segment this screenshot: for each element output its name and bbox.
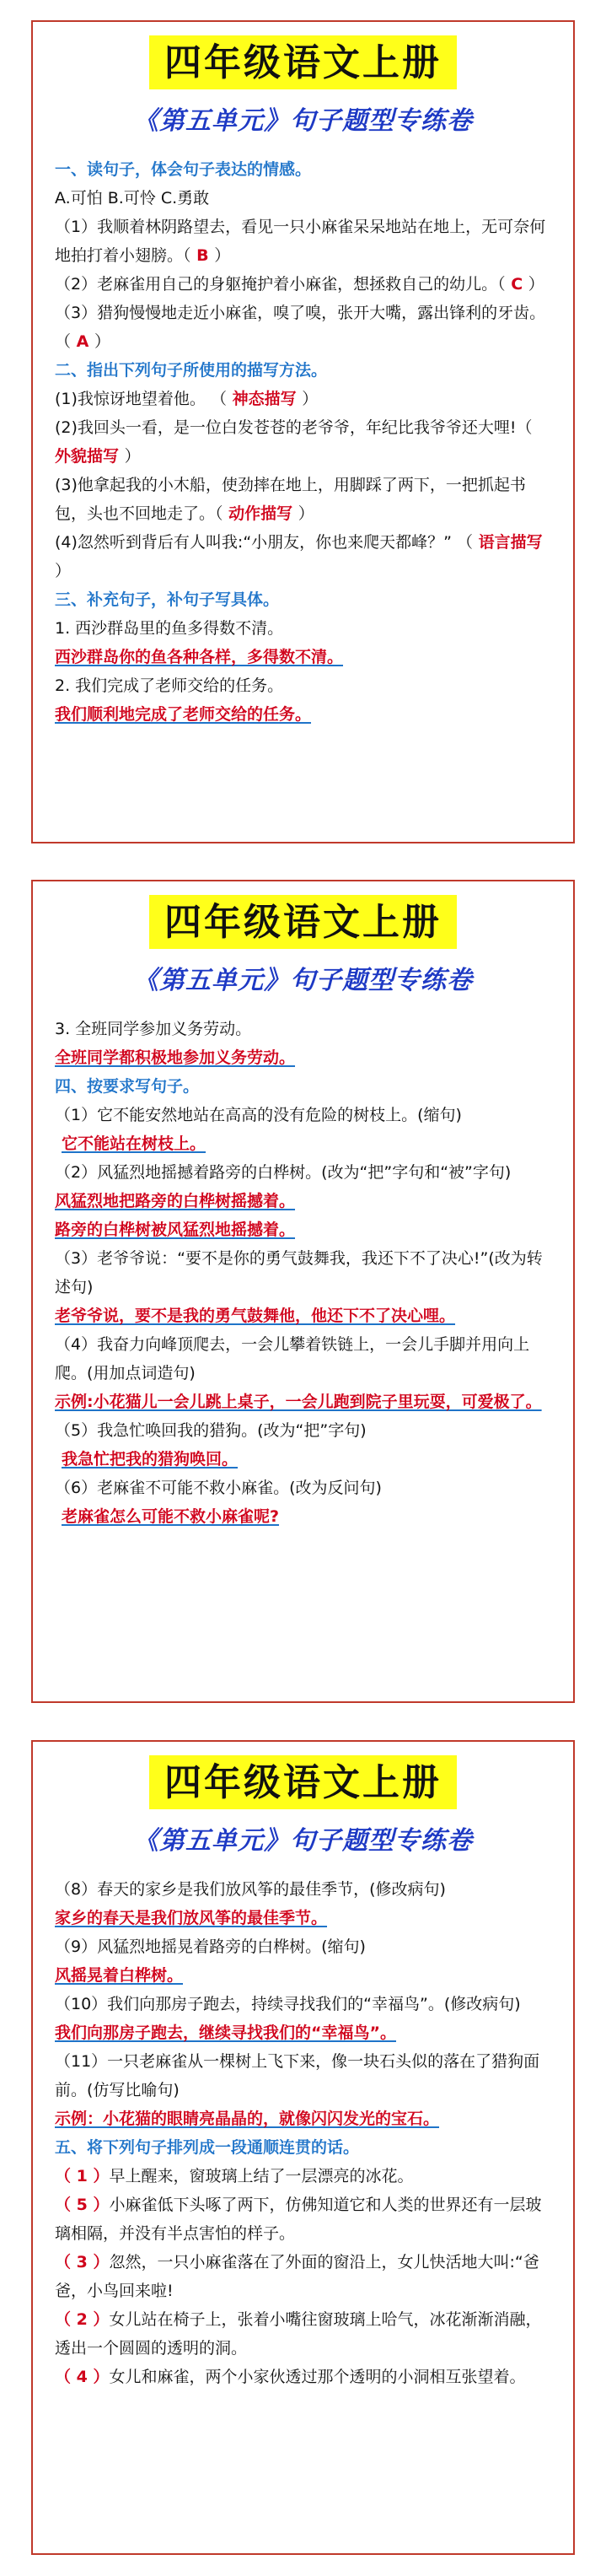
order-item <box>55 2305 551 2363</box>
answer-4-6: 老麻雀怎么可能不救小麻雀呢? <box>62 1507 280 1526</box>
question-text: （3）猎狗慢慢地走近小麻雀，嗅了嗅，张开大嘴，露出锋利的牙齿。（ <box>55 304 546 351</box>
answer-text: 语言描写 <box>473 533 543 552</box>
question-text: (4)忽然听到背后有人叫我:“小朋友，你也来爬天都峰？” （ <box>55 533 474 552</box>
question-3-2: 2. 我们完成了老师交给的任务。 <box>55 676 284 695</box>
answer-3-3: 全班同学都积极地参加义务劳动。 <box>55 1048 296 1067</box>
question-text-end: ） <box>214 246 231 265</box>
page-header <box>55 35 551 137</box>
page-subtitle: 《第五单元》句子题型专练卷 <box>133 966 473 995</box>
question-text: (1)我惊讶地望着他。 （ <box>55 390 227 408</box>
question-1-1 <box>55 213 551 270</box>
question-3-1: 1. 西沙群岛里的鱼多得数不清。 <box>55 619 284 638</box>
section-heading-1: 一、读句子，体会句子表达的情感。 <box>55 160 312 179</box>
question-text-end: ） <box>94 332 110 351</box>
order-number: （ 3 ） <box>55 2253 110 2272</box>
worksheet-page-3 <box>31 1740 575 2555</box>
answer-text: 动作描写 <box>223 504 298 523</box>
section-heading-2: 二、指出下列句子所使用的描写方法。 <box>55 361 328 380</box>
question-2-1 <box>55 385 551 413</box>
answer-text: 外貌描写 <box>55 447 125 466</box>
question-4-10: （10）我们向那房子跑去，持续寻找我们的“幸福鸟”。(修改病句) <box>55 1995 521 2013</box>
answer-text: 神态描写 <box>226 390 303 408</box>
answer-4-3: 老爷爷说，要不是我的勇气鼓舞他，他还下不了决心哩。 <box>55 1307 456 1325</box>
answer-3-2: 我们顺利地完成了老师交给的任务。 <box>55 705 312 724</box>
question-4-11: （11）一只老麻雀从一棵树上飞下来，像一块石头似的落在了猎狗面前。(仿写比喻句) <box>55 2052 540 2099</box>
question-4-1: （1）它不能安然地站在高高的没有危险的树枝上。(缩句) <box>55 1106 462 1124</box>
title-highlight <box>149 1755 457 1809</box>
question-text-end: ） <box>528 275 544 294</box>
worksheet-page-1 <box>31 20 575 843</box>
answer-4-2b: 路旁的白桦树被风猛烈地摇撼着。 <box>55 1221 296 1239</box>
page-title: 四年级语文上册 <box>164 1761 442 1804</box>
order-number: （ 5 ） <box>55 2196 110 2214</box>
answer-4-11: 示例：小花猫的眼睛亮晶晶的，就像闪闪发光的宝石。 <box>55 2110 440 2128</box>
page-subtitle: 《第五单元》句子题型专练卷 <box>133 106 473 136</box>
section-heading-5: 五、将下列句子排列成一段通顺连贯的话。 <box>55 2138 360 2157</box>
page-title: 四年级语文上册 <box>164 901 442 944</box>
answer-4-2a: 风猛烈地把路旁的白桦树摇撼着。 <box>55 1192 296 1210</box>
question-2-2 <box>55 413 551 471</box>
order-text: 小麻雀低下头啄了两下，仿佛知道它和人类的世界还有一层玻璃相隔，并没有半点害怕的样子。 <box>55 2196 542 2243</box>
answer-text: C <box>505 275 528 294</box>
answer-4-5: 我急忙把我的猎狗唤回。 <box>62 1450 239 1469</box>
order-text: 忽然，一只小麻雀落在了外面的窗沿上，女儿快活地大叫:“爸爸，小鸟回来啦! <box>55 2253 539 2300</box>
section-heading-3: 三、补充句子，补句子写具体。 <box>55 590 280 609</box>
answer-4-10: 我们向那房子跑去，继续寻找我们的“幸福鸟”。 <box>55 2024 396 2042</box>
question-text-end: ） <box>124 447 141 466</box>
answer-4-9: 风摇晃着白桦树。 <box>55 1966 184 1985</box>
question-text: （1）我顺着林阴路望去，看见一只小麻雀呆呆地站在地上，无可奈何地拍打着小翅膀。（ <box>55 218 546 265</box>
order-item <box>55 2191 551 2248</box>
question-2-4 <box>55 528 551 585</box>
question-4-3: （3）老爷爷说：“要不是你的勇气鼓舞我，我还下不了决心!”(改为转述句) <box>55 1249 543 1296</box>
answer-text: A <box>71 332 94 351</box>
question-text: (2)我回头一看，是一位白发苍苍的老爷爷，年纪比我爷爷还大哩!（ <box>55 418 533 437</box>
question-text-end: ） <box>55 562 72 580</box>
question-text: (3)他拿起我的小木船，使劲摔在地上，用脚踩了两下，一把抓起书包，头也不回地走了。（ <box>55 476 526 523</box>
question-1-3 <box>55 299 551 356</box>
title-highlight <box>149 35 457 89</box>
order-text: 女儿站在椅子上，张着小嘴往窗玻璃上哈气，冰花渐渐消融，透出一个圆圆的透明的洞。 <box>55 2310 542 2358</box>
question-text-end: ） <box>302 390 319 408</box>
question-4-9: （9）风猛烈地摇晃着路旁的白桦树。(缩句) <box>55 1937 366 1956</box>
page-header <box>55 1755 551 1857</box>
page-header <box>55 895 551 996</box>
question-4-2: （2）风猛烈地摇撼着路旁的白桦树。(改为“把”字句和“被”字句) <box>55 1163 512 1182</box>
order-text: 女儿和麻雀，两个小家伙透过那个透明的小洞相互张望着。 <box>109 2368 526 2386</box>
question-4-4: （4）我奋力向峰顶爬去，一会儿攀着铁链上，一会儿手脚并用向上爬。(用加点词造句) <box>55 1335 530 1382</box>
page-subtitle: 《第五单元》句子题型专练卷 <box>133 1826 473 1856</box>
question-3-3: 3. 全班同学参加义务劳动。 <box>55 1020 252 1038</box>
worksheet-page-2 <box>31 880 575 1703</box>
order-number: （ 1 ） <box>55 2167 110 2185</box>
question-1-2 <box>55 270 551 299</box>
order-item <box>55 2363 551 2391</box>
question-4-8: （8）春天的家乡是我们放风筝的最佳季节，(修改病句) <box>55 1880 446 1899</box>
answer-4-4: 示例:小花猫儿一会儿跳上桌子，一会儿跑到院子里玩耍，可爱极了。 <box>55 1393 542 1411</box>
answer-3-1: 西沙群岛你的鱼各种各样，多得数不清。 <box>55 648 344 666</box>
options-line: A.可怕 B.可怜 C.勇敢 <box>55 189 210 207</box>
section-heading-4: 四、按要求写句子。 <box>55 1077 200 1096</box>
question-text-end: ） <box>298 504 314 523</box>
page-title: 四年级语文上册 <box>164 41 442 84</box>
question-text: （2）老麻雀用自己的身躯掩护着小麻雀，想拯救自己的幼儿。（ <box>55 275 506 294</box>
order-number: （ 4 ） <box>55 2368 110 2386</box>
question-4-6: （6）老麻雀不可能不救小麻雀。(改为反问句) <box>55 1479 382 1497</box>
question-2-3 <box>55 471 551 528</box>
order-text: 早上醒来，窗玻璃上结了一层漂亮的冰花。 <box>109 2167 414 2185</box>
order-item <box>55 2248 551 2305</box>
order-number: （ 2 ） <box>55 2310 110 2329</box>
answer-text: B <box>190 246 215 265</box>
title-highlight <box>149 895 457 949</box>
answer-4-1: 它不能站在树枝上。 <box>62 1134 206 1153</box>
question-4-5: （5）我急忙唤回我的猎狗。(改为“把”字句) <box>55 1421 367 1440</box>
order-item <box>55 2162 551 2191</box>
answer-4-8: 家乡的春天是我们放风筝的最佳季节。 <box>55 1909 328 1927</box>
